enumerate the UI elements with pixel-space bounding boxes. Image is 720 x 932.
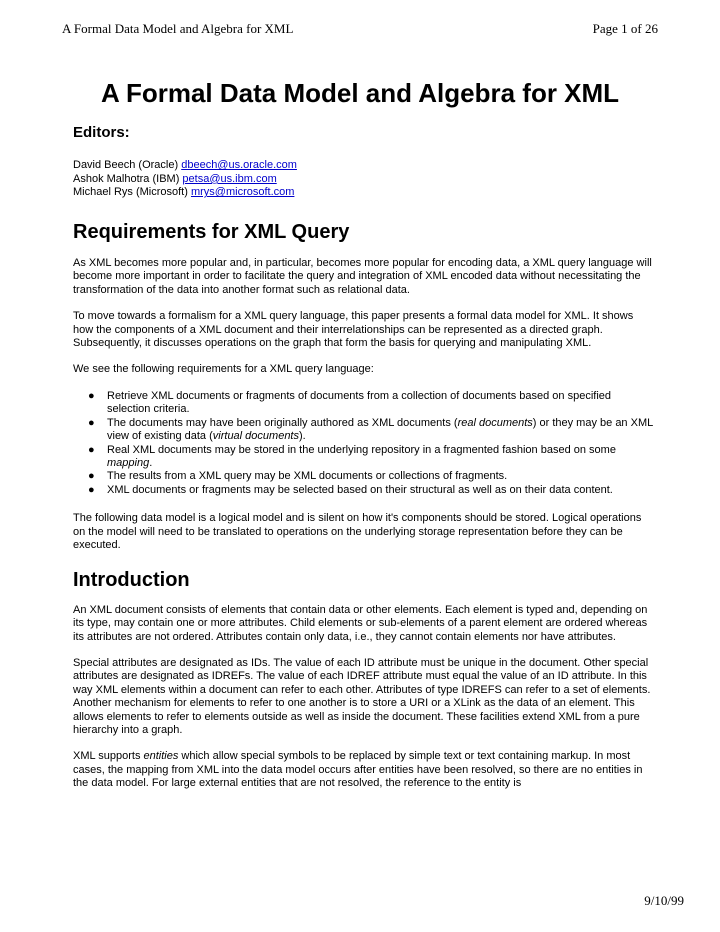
- editor-email-link[interactable]: petsa@us.ibm.com: [182, 172, 277, 185]
- list-item-text: ) or they may be an XML view of existing data (: [107, 416, 653, 443]
- paragraph-text: which allow special symbols to be replaced by simple text or text containing markup. In most cases, the mapping from XML into the data model occurs after entities have been resolved, so there are no entities in the data model. For large external entities that are not resolved, the reference to the entity is: [73, 750, 643, 790]
- paragraph: To move towards a formalism for a XML query language, this paper presents a formal data model for XML. It shows how the components of a XML document and their interrelationships can be represented as a directed graph. Subsequently, it discusses operations on the graph that form the basis for querying and manipulating XML.: [73, 310, 634, 350]
- list-item: [88, 389, 653, 417]
- list-item: [88, 443, 653, 471]
- editors-list: [73, 159, 653, 199]
- list-item-text: XML documents or fragments may be selected based on their structural as well as on their data content.: [107, 483, 613, 496]
- list-item: [88, 416, 653, 444]
- emphasis-text: mapping: [107, 456, 150, 469]
- list-item: [88, 470, 653, 483]
- list-item-text: Retrieve XML documents or fragments of documents from a collection of documents based on specified selection criteria.: [107, 389, 612, 416]
- list-item-text: The documents may have been originally authored as XML documents (: [107, 416, 458, 429]
- list-item-text: The results from a XML query may be XML documents or collections of fragments.: [107, 470, 508, 483]
- list-item-text: .: [149, 456, 153, 469]
- bullet-icon: ●: [88, 389, 95, 402]
- editor-line: [73, 159, 653, 172]
- editor-name: Ashok Malhotra (IBM): [73, 172, 183, 185]
- running-header-title: A Formal Data Model and Algebra for XML: [62, 21, 294, 36]
- footer-date: 9/10/99: [644, 893, 684, 908]
- list-item-text: Real XML documents may be stored in the underlying repository in a fragmented fashion based on some: [107, 443, 616, 456]
- document-title: A Formal Data Model and Algebra for XML: [100, 78, 620, 108]
- bullet-icon: ●: [88, 416, 95, 429]
- bullet-icon: ●: [88, 470, 95, 483]
- paragraph: An XML document consists of elements that contain data or other elements. Each element is typed and, depending on its type, may contain one or more attributes. Child elements or sub-elements of a parent element are ordered whereas its attributes are not ordered. Attributes contain only data, i.e., they cannot contain elements nor have attributes.: [73, 603, 648, 643]
- page-number: Page 1 of 26: [592, 21, 658, 36]
- paragraph: [73, 750, 653, 790]
- editors-heading: Editors:: [73, 124, 130, 141]
- paragraph: As XML becomes more popular and, in particular, becomes more popular for encoding data, a XML query language will become more important in order to facilitate the query and integration of XML encoded data without necessitating the transformation of the data into another format such as relational data.: [73, 257, 652, 296]
- editor-email-link[interactable]: dbeech@us.oracle.com: [181, 159, 297, 172]
- section-heading-introduction: Introduction: [73, 569, 190, 592]
- paragraph: The following data model is a logical model and is silent on how it's components should be stored. Logical operations on the model will need to be translated to operations on the underlying storage representation before they can be executed.: [73, 512, 642, 551]
- bullet-icon: ●: [88, 443, 95, 456]
- document-body: [73, 126, 653, 804]
- editor-email-link[interactable]: mrys@microsoft.com: [190, 186, 295, 199]
- paragraph: Special attributes are designated as IDs. The value of each ID attribute must be unique in the document. Other special attributes are designated as IDREFs. The value of each IDREF attribute must equal the value of an ID attribute. In this way XML elements within a document can refer to each other. Attributes of type IDREFS can refer to a set of elements. Another mechanism for elements to refer to one another is to store a URI or a XLink as the data of an element. This allows elements to refer to elements outside as well as inside the document. These facilities extend XML from a pure hierarchy into a graph.: [73, 656, 651, 736]
- emphasis-text: entities: [143, 750, 179, 763]
- section-heading-requirements: Requirements for XML Query: [73, 220, 350, 243]
- list-item: [88, 483, 653, 497]
- requirements-list: [73, 390, 653, 497]
- paragraph-text: XML supports: [73, 750, 144, 763]
- editor-name: Michael Rys (Microsoft): [73, 186, 191, 199]
- emphasis-text: real documents: [457, 416, 533, 429]
- editor-line: [73, 173, 653, 186]
- list-item-text: ).: [299, 430, 306, 443]
- editor-name: David Beech (Oracle): [73, 159, 182, 172]
- bullet-icon: ●: [88, 483, 95, 496]
- paragraph: We see the following requirements for a XML query language:: [73, 363, 374, 376]
- editor-line: [73, 186, 653, 199]
- emphasis-text: virtual documents: [212, 430, 299, 443]
